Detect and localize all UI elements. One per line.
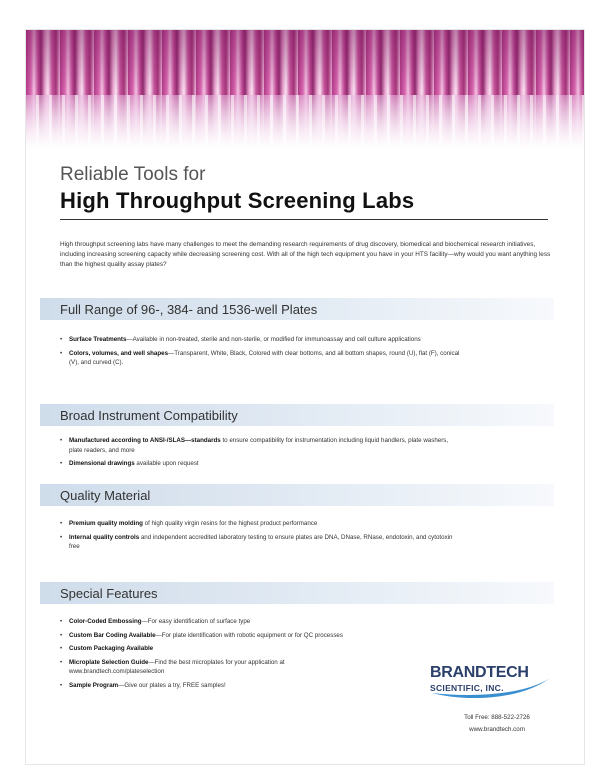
bullet-list-compatibility [60,436,460,473]
contact-website: www.brandtech.com [469,726,525,733]
list-item: • Manufactured according to ANSI-/SLAS—standards to ensure compatibility for instrumentation including liquid handlers, plate washers, plate readers, and more [60,436,460,455]
list-item: • Dimensional drawings available upon request [60,459,460,469]
section-title-plates: Full Range of 96-, 384- and 1536-well Plates [60,302,318,317]
title-divider [60,219,548,220]
flyer-page [26,30,584,764]
intro-paragraph: High throughput screening labs have many challenges to meet the demanding research requirements of drug discovery, biomedical and biochemical research initiatives, including increasing screening capacity while decreasing screening cost. With all of the high tech equipment you have in your HTS facility—why would you want anything less than the highest quality assay plates? [60,241,551,268]
logo-wordmark: BRANDTECH [430,664,529,681]
list-item: • Custom Packaging Available [60,644,440,654]
logo-tagline: SCIENTIFIC, INC. [430,683,504,693]
bullet-list-plates [60,335,460,372]
bullet-list-special-features [60,617,440,694]
section-title-compatibility: Broad Instrument Compatibility [60,408,238,423]
section-title-quality: Quality Material [60,488,151,503]
bullet-list-quality [60,519,460,556]
list-item: • Premium quality molding of high quality virgin resins for the highest product performance [60,519,460,529]
list-item: • Sample Program—Give our plates a try, FREE samples! [60,681,440,691]
list-item: • Colors, volumes, and well shapes—Transparent, White, Black, Colored with clear bottoms, and all bottom shapes, round (U), flat (F), conical (V), and curved (C). [60,349,460,368]
hero-image-microplate-pins [26,30,584,150]
brandtech-logo [426,662,556,702]
contact-phone: Toll Free: 888-522-2726 [464,714,530,721]
list-item: • Custom Bar Coding Available—For plate identification with robotic equipment or for QC processes [60,631,489,641]
list-item: • Internal quality controls and independent accredited laboratory testing to ensure plates are DNA, DNase, RNase, endotoxin, and cytotoxin free [60,533,460,552]
page-title: High Throughput Screening Labs [60,188,415,213]
list-item: • Microplate Selection Guide—Find the best microplates for your application at www.brandtech.com/plateselection [60,658,319,677]
section-title-special-features: Special Features [60,586,158,601]
list-item: • Color-Coded Embossing—For easy identification of surface type [60,617,440,627]
page-subtitle: Reliable Tools for [60,164,206,185]
list-item: • Surface Treatments—Available in non-treated, sterile and non-sterile, or modified for immunoassay and cell culture applications [60,335,460,345]
